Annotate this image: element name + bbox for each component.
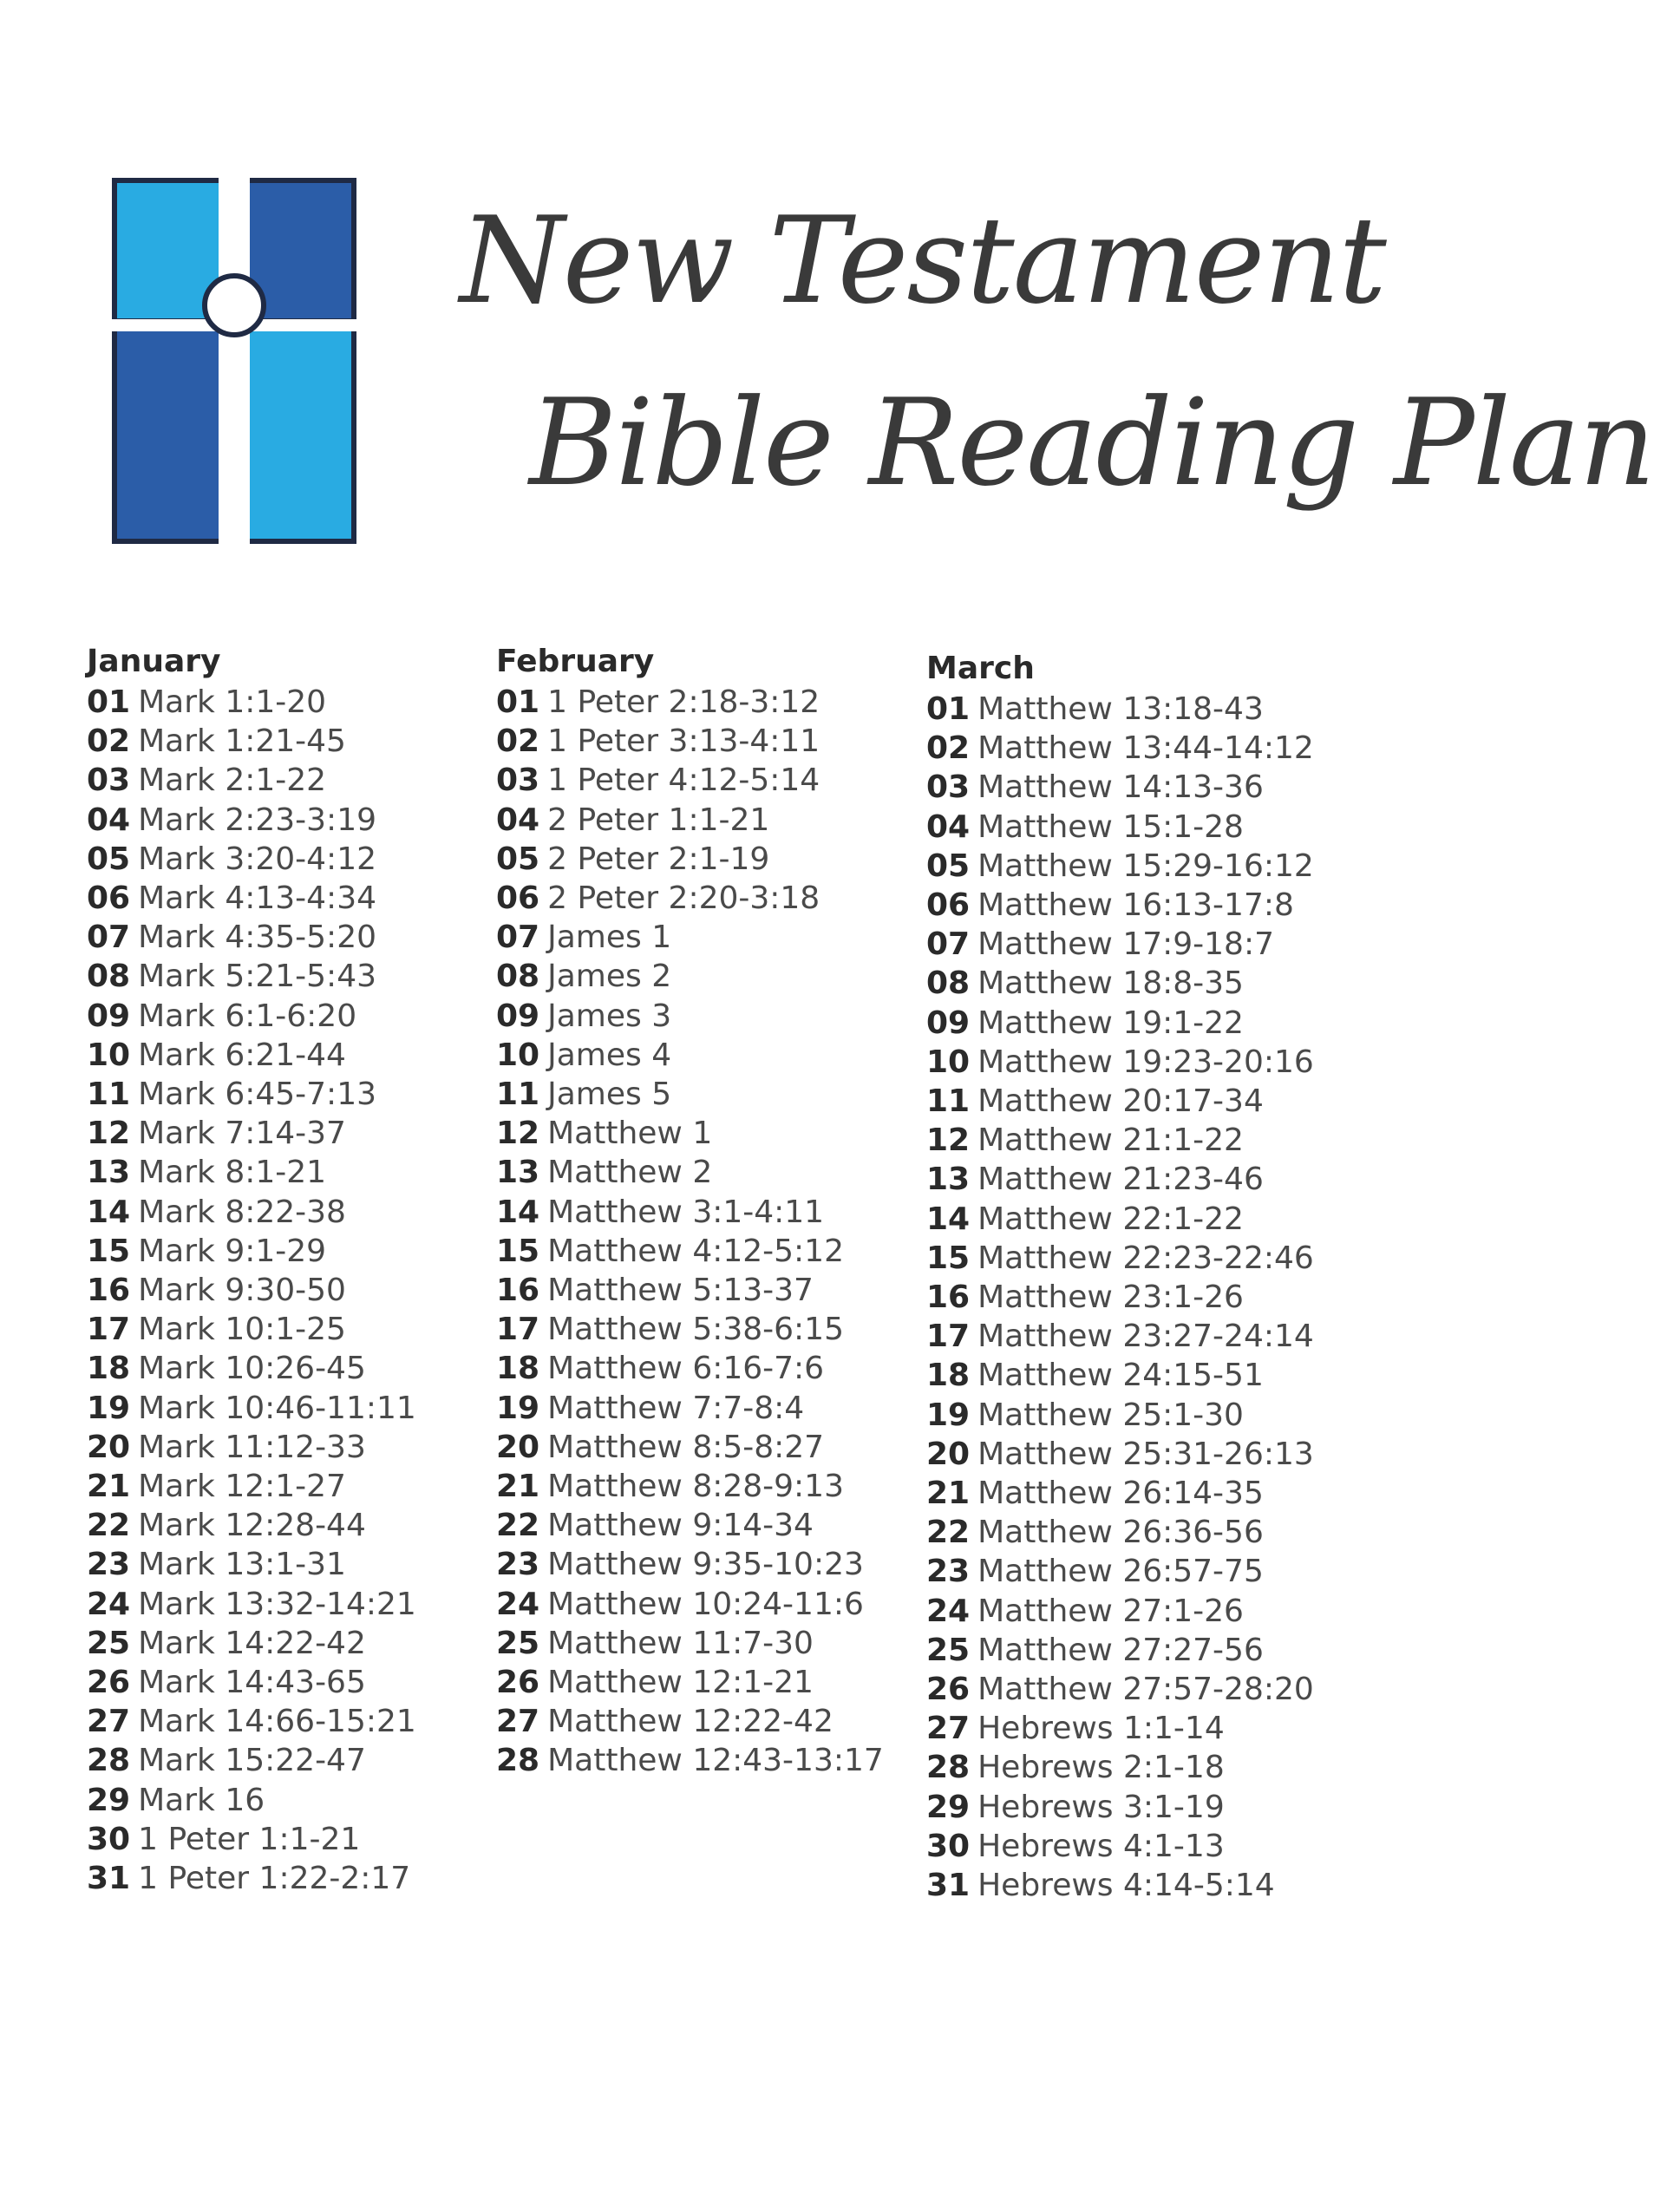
reading-passage: Matthew 21:23-46 bbox=[977, 1162, 1264, 1198]
reading-passage: Matthew 26:14-35 bbox=[977, 1476, 1264, 1512]
reading-item bbox=[87, 1349, 416, 1388]
reading-passage: Mark 10:46-11:11 bbox=[138, 1390, 416, 1426]
reading-passage: James 4 bbox=[547, 1037, 672, 1073]
reading-item bbox=[87, 918, 416, 957]
reading-passage: Mark 9:30-50 bbox=[138, 1273, 346, 1309]
reading-passage: Matthew 19:23-20:16 bbox=[977, 1044, 1314, 1080]
reading-passage: Matthew 8:28-9:13 bbox=[547, 1469, 844, 1505]
reading-day-number: 23 bbox=[87, 1547, 131, 1583]
reading-item bbox=[496, 1545, 884, 1584]
reading-passage: 2 Peter 2:1-19 bbox=[547, 841, 770, 877]
reading-day-number: 06 bbox=[87, 880, 131, 917]
reading-day-number: 17 bbox=[926, 1319, 971, 1355]
reading-passage: James 1 bbox=[547, 919, 672, 956]
reading-item bbox=[87, 1506, 416, 1545]
reading-item bbox=[496, 1036, 884, 1075]
reading-passage: Matthew 19:1-22 bbox=[977, 1005, 1244, 1041]
reading-item bbox=[87, 1114, 416, 1153]
reading-item bbox=[926, 1631, 1314, 1670]
reading-passage: Matthew 1 bbox=[547, 1116, 713, 1152]
reading-day-number: 13 bbox=[496, 1155, 540, 1191]
reading-day-number: 19 bbox=[926, 1397, 971, 1433]
reading-item bbox=[496, 957, 884, 996]
reading-passage: James 3 bbox=[547, 998, 672, 1034]
reading-item bbox=[496, 761, 884, 800]
reading-day-number: 14 bbox=[496, 1194, 540, 1230]
reading-day-number: 12 bbox=[926, 1122, 971, 1159]
reading-item bbox=[496, 1624, 884, 1663]
reading-passage: Matthew 5:13-37 bbox=[547, 1273, 814, 1309]
reading-item bbox=[87, 1193, 416, 1232]
reading-item bbox=[926, 1317, 1314, 1356]
reading-day-number: 04 bbox=[496, 802, 540, 838]
reading-item bbox=[496, 1193, 884, 1232]
reading-passage: 1 Peter 4:12-5:14 bbox=[547, 762, 820, 799]
reading-item bbox=[87, 1467, 416, 1506]
reading-passage: Mark 9:1-29 bbox=[138, 1233, 327, 1269]
reading-passage: Matthew 9:14-34 bbox=[547, 1508, 814, 1544]
reading-day-number: 31 bbox=[87, 1861, 131, 1897]
reading-item bbox=[87, 1702, 416, 1741]
month-heading: March bbox=[926, 651, 1035, 686]
reading-passage: Mark 13:1-31 bbox=[138, 1547, 346, 1583]
reading-day-number: 10 bbox=[926, 1044, 971, 1080]
reading-day-number: 20 bbox=[87, 1429, 131, 1465]
reading-item bbox=[926, 1592, 1314, 1631]
reading-passage: Matthew 26:36-56 bbox=[977, 1515, 1264, 1551]
reading-day-number: 15 bbox=[496, 1233, 540, 1269]
reading-passage: Matthew 11:7-30 bbox=[547, 1625, 814, 1661]
reading-day-number: 27 bbox=[87, 1704, 131, 1740]
reading-passage: Matthew 27:57-28:20 bbox=[977, 1672, 1314, 1708]
reading-day-number: 24 bbox=[87, 1586, 131, 1622]
reading-item bbox=[496, 1114, 884, 1153]
reading-passage: Mark 4:35-5:20 bbox=[138, 919, 376, 956]
reading-passage: Mark 6:45-7:13 bbox=[138, 1077, 376, 1113]
reading-day-number: 05 bbox=[496, 841, 540, 877]
reading-day-number: 17 bbox=[496, 1312, 540, 1348]
reading-day-number: 25 bbox=[926, 1632, 971, 1668]
reading-passage: Matthew 5:38-6:15 bbox=[547, 1312, 844, 1348]
reading-passage: Mark 1:1-20 bbox=[138, 684, 327, 720]
reading-item bbox=[926, 886, 1314, 925]
reading-item bbox=[926, 1278, 1314, 1317]
reading-day-number: 24 bbox=[926, 1593, 971, 1629]
reading-day-number: 09 bbox=[496, 998, 540, 1034]
month-column-january bbox=[87, 642, 416, 1898]
reading-day-number: 25 bbox=[87, 1625, 131, 1661]
reading-passage: Matthew 12:22-42 bbox=[547, 1704, 834, 1740]
reading-day-number: 30 bbox=[87, 1821, 131, 1857]
reading-passage: Matthew 23:27-24:14 bbox=[977, 1319, 1314, 1355]
reading-day-number: 13 bbox=[87, 1155, 131, 1191]
reading-day-number: 06 bbox=[496, 880, 540, 917]
reading-day-number: 18 bbox=[496, 1351, 540, 1387]
reading-day-number: 27 bbox=[496, 1704, 540, 1740]
reading-day-number: 27 bbox=[926, 1711, 971, 1747]
reading-day-number: 30 bbox=[926, 1828, 971, 1864]
reading-passage: Mark 6:1-6:20 bbox=[138, 998, 357, 1034]
reading-passage: Hebrews 4:1-13 bbox=[977, 1828, 1225, 1864]
reading-day-number: 24 bbox=[496, 1586, 540, 1622]
reading-passage: Matthew 27:27-56 bbox=[977, 1632, 1264, 1668]
reading-item bbox=[496, 1663, 884, 1702]
reading-item bbox=[496, 1702, 884, 1741]
reading-item bbox=[496, 722, 884, 761]
reading-item bbox=[926, 1552, 1314, 1591]
reading-day-number: 02 bbox=[926, 730, 971, 767]
reading-day-number: 22 bbox=[496, 1508, 540, 1544]
reading-passage: Mark 2:1-22 bbox=[138, 762, 327, 799]
reading-day-number: 22 bbox=[87, 1508, 131, 1544]
reading-passage: Matthew 27:1-26 bbox=[977, 1593, 1244, 1629]
reading-passage: Matthew 10:24-11:6 bbox=[547, 1586, 864, 1622]
reading-day-number: 07 bbox=[496, 919, 540, 956]
reading-passage: Mark 12:28-44 bbox=[138, 1508, 366, 1544]
reading-passage: James 5 bbox=[547, 1077, 672, 1113]
reading-day-number: 11 bbox=[87, 1077, 131, 1113]
reading-passage: Matthew 16:13-17:8 bbox=[977, 887, 1294, 924]
reading-passage: Matthew 15:1-28 bbox=[977, 808, 1244, 845]
reading-item bbox=[926, 1513, 1314, 1552]
reading-passage: Matthew 13:44-14:12 bbox=[977, 730, 1314, 767]
reading-passage: Mark 8:22-38 bbox=[138, 1194, 346, 1230]
cross-window-icon bbox=[111, 177, 361, 545]
reading-day-number: 21 bbox=[496, 1469, 540, 1505]
reading-item bbox=[496, 1428, 884, 1467]
reading-passage: Matthew 7:7-8:4 bbox=[547, 1390, 805, 1426]
reading-day-number: 17 bbox=[87, 1312, 131, 1348]
reading-item bbox=[926, 847, 1314, 886]
reading-day-number: 08 bbox=[87, 959, 131, 995]
reading-day-number: 09 bbox=[926, 1005, 971, 1041]
reading-item bbox=[496, 918, 884, 957]
reading-item bbox=[496, 801, 884, 840]
reading-day-number: 03 bbox=[496, 762, 540, 799]
reading-item bbox=[496, 879, 884, 918]
reading-day-number: 29 bbox=[926, 1789, 971, 1825]
reading-passage: Matthew 2 bbox=[547, 1155, 713, 1191]
reading-day-number: 05 bbox=[87, 841, 131, 877]
reading-passage: 1 Peter 3:13-4:11 bbox=[547, 723, 820, 760]
reading-day-number: 05 bbox=[926, 847, 971, 884]
reading-passage: Matthew 25:1-30 bbox=[977, 1397, 1244, 1433]
reading-passage: Mark 8:1-21 bbox=[138, 1155, 327, 1191]
reading-passage: Mark 5:21-5:43 bbox=[138, 959, 376, 995]
reading-passage: Matthew 12:1-21 bbox=[547, 1665, 814, 1701]
reading-item bbox=[496, 1506, 884, 1545]
reading-item bbox=[87, 1624, 416, 1663]
reading-item bbox=[926, 1474, 1314, 1513]
reading-day-number: 20 bbox=[496, 1429, 540, 1465]
reading-item bbox=[496, 1585, 884, 1624]
reading-item bbox=[87, 1585, 416, 1624]
reading-item bbox=[87, 1036, 416, 1075]
reading-day-number: 16 bbox=[87, 1273, 131, 1309]
reading-day-number: 25 bbox=[496, 1625, 540, 1661]
reading-item bbox=[87, 1271, 416, 1310]
reading-item bbox=[87, 722, 416, 761]
reading-item bbox=[926, 690, 1314, 729]
reading-day-number: 28 bbox=[87, 1743, 131, 1779]
reading-day-number: 10 bbox=[87, 1037, 131, 1073]
reading-passage: Matthew 12:43-13:17 bbox=[547, 1743, 884, 1779]
reading-day-number: 19 bbox=[87, 1390, 131, 1426]
reading-day-number: 15 bbox=[87, 1233, 131, 1269]
reading-passage: Hebrews 2:1-18 bbox=[977, 1750, 1225, 1786]
reading-day-number: 01 bbox=[496, 684, 540, 720]
reading-day-number: 21 bbox=[926, 1476, 971, 1512]
reading-passage: Matthew 23:1-26 bbox=[977, 1279, 1244, 1316]
reading-passage: Mark 14:22-42 bbox=[138, 1625, 366, 1661]
reading-day-number: 12 bbox=[496, 1116, 540, 1152]
reading-item bbox=[87, 1153, 416, 1192]
reading-item bbox=[926, 729, 1314, 768]
reading-item bbox=[926, 1709, 1314, 1748]
reading-item bbox=[926, 1200, 1314, 1239]
reading-day-number: 08 bbox=[926, 965, 971, 1002]
reading-passage: Mark 2:23-3:19 bbox=[138, 802, 376, 838]
reading-day-number: 08 bbox=[496, 959, 540, 995]
reading-passage: Matthew 17:9-18:7 bbox=[977, 926, 1274, 963]
reading-item bbox=[496, 1349, 884, 1388]
reading-item bbox=[926, 1670, 1314, 1709]
reading-day-number: 16 bbox=[926, 1279, 971, 1316]
reading-day-number: 12 bbox=[87, 1116, 131, 1152]
reading-day-number: 11 bbox=[926, 1083, 971, 1120]
month-heading: February bbox=[496, 644, 655, 679]
reading-item bbox=[87, 1545, 416, 1584]
reading-passage: 1 Peter 2:18-3:12 bbox=[547, 684, 820, 720]
reading-passage: Matthew 20:17-34 bbox=[977, 1083, 1264, 1120]
reading-item bbox=[926, 1356, 1314, 1395]
reading-item bbox=[926, 1043, 1314, 1082]
reading-day-number: 01 bbox=[87, 684, 131, 720]
reading-day-number: 09 bbox=[87, 998, 131, 1034]
reading-day-number: 22 bbox=[926, 1515, 971, 1551]
reading-passage: James 2 bbox=[547, 959, 672, 995]
reading-item bbox=[496, 683, 884, 722]
title-line-1: New Testament bbox=[460, 191, 1385, 330]
reading-list bbox=[87, 683, 416, 1898]
reading-passage: Mark 7:14-37 bbox=[138, 1116, 346, 1152]
reading-passage: Hebrews 1:1-14 bbox=[977, 1711, 1225, 1747]
reading-item bbox=[496, 997, 884, 1036]
reading-day-number: 26 bbox=[496, 1665, 540, 1701]
reading-passage: Matthew 6:16-7:6 bbox=[547, 1351, 825, 1387]
reading-day-number: 01 bbox=[926, 691, 971, 727]
reading-item bbox=[87, 1820, 416, 1859]
reading-day-number: 28 bbox=[926, 1750, 971, 1786]
reading-passage: Mark 16 bbox=[138, 1782, 265, 1818]
reading-day-number: 26 bbox=[926, 1672, 971, 1708]
reading-day-number: 26 bbox=[87, 1665, 131, 1701]
reading-day-number: 21 bbox=[87, 1469, 131, 1505]
reading-day-number: 18 bbox=[87, 1351, 131, 1387]
reading-passage: Mark 14:66-15:21 bbox=[138, 1704, 416, 1740]
reading-day-number: 23 bbox=[496, 1547, 540, 1583]
reading-passage: Matthew 22:1-22 bbox=[977, 1201, 1244, 1237]
reading-passage: 2 Peter 2:20-3:18 bbox=[547, 880, 820, 917]
reading-passage: Matthew 14:13-36 bbox=[977, 769, 1264, 806]
reading-item bbox=[926, 768, 1314, 807]
reading-item bbox=[926, 1160, 1314, 1199]
reading-passage: Matthew 26:57-75 bbox=[977, 1554, 1264, 1590]
reading-day-number: 04 bbox=[87, 802, 131, 838]
reading-passage: 1 Peter 1:1-21 bbox=[138, 1821, 361, 1857]
reading-day-number: 11 bbox=[496, 1077, 540, 1113]
reading-day-number: 07 bbox=[87, 919, 131, 956]
reading-item bbox=[87, 1859, 416, 1898]
reading-list bbox=[926, 690, 1314, 1905]
reading-item bbox=[926, 1788, 1314, 1827]
reading-passage: Matthew 18:8-35 bbox=[977, 965, 1244, 1002]
reading-list bbox=[496, 683, 884, 1781]
reading-passage: Matthew 9:35-10:23 bbox=[547, 1547, 864, 1583]
reading-passage: Mark 13:32-14:21 bbox=[138, 1586, 416, 1622]
reading-item bbox=[926, 808, 1314, 847]
reading-day-number: 31 bbox=[926, 1868, 971, 1904]
reading-item bbox=[926, 1435, 1314, 1474]
reading-item bbox=[87, 1232, 416, 1271]
reading-passage: Matthew 15:29-16:12 bbox=[977, 847, 1314, 884]
reading-item bbox=[926, 1004, 1314, 1043]
reading-passage: Mark 14:43-65 bbox=[138, 1665, 366, 1701]
reading-passage: Mark 12:1-27 bbox=[138, 1469, 346, 1505]
reading-item bbox=[87, 1663, 416, 1702]
reading-passage: Mark 11:12-33 bbox=[138, 1429, 366, 1465]
month-column-march bbox=[926, 649, 1314, 1905]
reading-item bbox=[496, 1741, 884, 1780]
reading-day-number: 28 bbox=[496, 1743, 540, 1779]
reading-day-number: 10 bbox=[496, 1037, 540, 1073]
reading-item bbox=[926, 925, 1314, 964]
reading-item bbox=[496, 1467, 884, 1506]
reading-passage: Matthew 24:15-51 bbox=[977, 1358, 1264, 1394]
reading-day-number: 16 bbox=[496, 1273, 540, 1309]
reading-day-number: 02 bbox=[496, 723, 540, 760]
reading-item bbox=[496, 1153, 884, 1192]
reading-item bbox=[496, 840, 884, 879]
reading-item bbox=[87, 840, 416, 879]
reading-day-number: 03 bbox=[87, 762, 131, 799]
reading-day-number: 03 bbox=[926, 769, 971, 806]
reading-passage: Matthew 21:1-22 bbox=[977, 1122, 1244, 1159]
reading-passage: Matthew 22:23-22:46 bbox=[977, 1240, 1314, 1276]
reading-day-number: 19 bbox=[496, 1390, 540, 1426]
reading-item bbox=[87, 683, 416, 722]
reading-passage: Mark 4:13-4:34 bbox=[138, 880, 376, 917]
reading-item bbox=[926, 964, 1314, 1003]
reading-day-number: 29 bbox=[87, 1782, 131, 1818]
reading-passage: Matthew 8:5-8:27 bbox=[547, 1429, 825, 1465]
reading-item bbox=[926, 1121, 1314, 1160]
reading-item bbox=[87, 1741, 416, 1780]
reading-item bbox=[87, 957, 416, 996]
reading-item bbox=[87, 801, 416, 840]
reading-passage: Mark 3:20-4:12 bbox=[138, 841, 376, 877]
reading-day-number: 23 bbox=[926, 1554, 971, 1590]
reading-day-number: 13 bbox=[926, 1162, 971, 1198]
reading-passage: Matthew 3:1-4:11 bbox=[547, 1194, 825, 1230]
reading-day-number: 18 bbox=[926, 1358, 971, 1394]
reading-day-number: 06 bbox=[926, 887, 971, 924]
reading-item bbox=[87, 1310, 416, 1349]
reading-passage: Mark 1:21-45 bbox=[138, 723, 346, 760]
reading-passage: Hebrews 4:14-5:14 bbox=[977, 1868, 1275, 1904]
reading-item bbox=[496, 1310, 884, 1349]
reading-item bbox=[926, 1082, 1314, 1121]
reading-day-number: 15 bbox=[926, 1240, 971, 1276]
reading-passage: 2 Peter 1:1-21 bbox=[547, 802, 770, 838]
reading-item bbox=[926, 1396, 1314, 1435]
reading-passage: Mark 6:21-44 bbox=[138, 1037, 346, 1073]
reading-passage: Matthew 25:31-26:13 bbox=[977, 1436, 1314, 1472]
reading-day-number: 02 bbox=[87, 723, 131, 760]
reading-item bbox=[87, 997, 416, 1036]
reading-item bbox=[87, 879, 416, 918]
reading-item bbox=[87, 1389, 416, 1428]
reading-passage: 1 Peter 1:22-2:17 bbox=[138, 1861, 411, 1897]
reading-day-number: 14 bbox=[87, 1194, 131, 1230]
reading-passage: Matthew 13:18-43 bbox=[977, 691, 1264, 727]
reading-passage: Mark 10:1-25 bbox=[138, 1312, 346, 1348]
reading-item bbox=[496, 1271, 884, 1310]
reading-item bbox=[496, 1232, 884, 1271]
reading-item bbox=[926, 1866, 1314, 1905]
reading-passage: Mark 10:26-45 bbox=[138, 1351, 366, 1387]
reading-item bbox=[496, 1075, 884, 1114]
reading-day-number: 14 bbox=[926, 1201, 971, 1237]
reading-item bbox=[926, 1239, 1314, 1278]
reading-item bbox=[496, 1389, 884, 1428]
reading-item bbox=[926, 1827, 1314, 1866]
title-line-2: Bible Reading Plan bbox=[529, 373, 1654, 513]
reading-item bbox=[87, 761, 416, 800]
reading-item bbox=[87, 1428, 416, 1467]
month-column-february bbox=[496, 642, 884, 1781]
reading-day-number: 04 bbox=[926, 808, 971, 845]
reading-passage: Mark 15:22-47 bbox=[138, 1743, 366, 1779]
reading-item bbox=[926, 1748, 1314, 1787]
reading-passage: Hebrews 3:1-19 bbox=[977, 1789, 1225, 1825]
reading-day-number: 20 bbox=[926, 1436, 971, 1472]
reading-passage: Matthew 4:12-5:12 bbox=[547, 1233, 844, 1269]
month-heading: January bbox=[87, 644, 221, 679]
reading-day-number: 07 bbox=[926, 926, 971, 963]
reading-item bbox=[87, 1781, 416, 1820]
reading-item bbox=[87, 1075, 416, 1114]
